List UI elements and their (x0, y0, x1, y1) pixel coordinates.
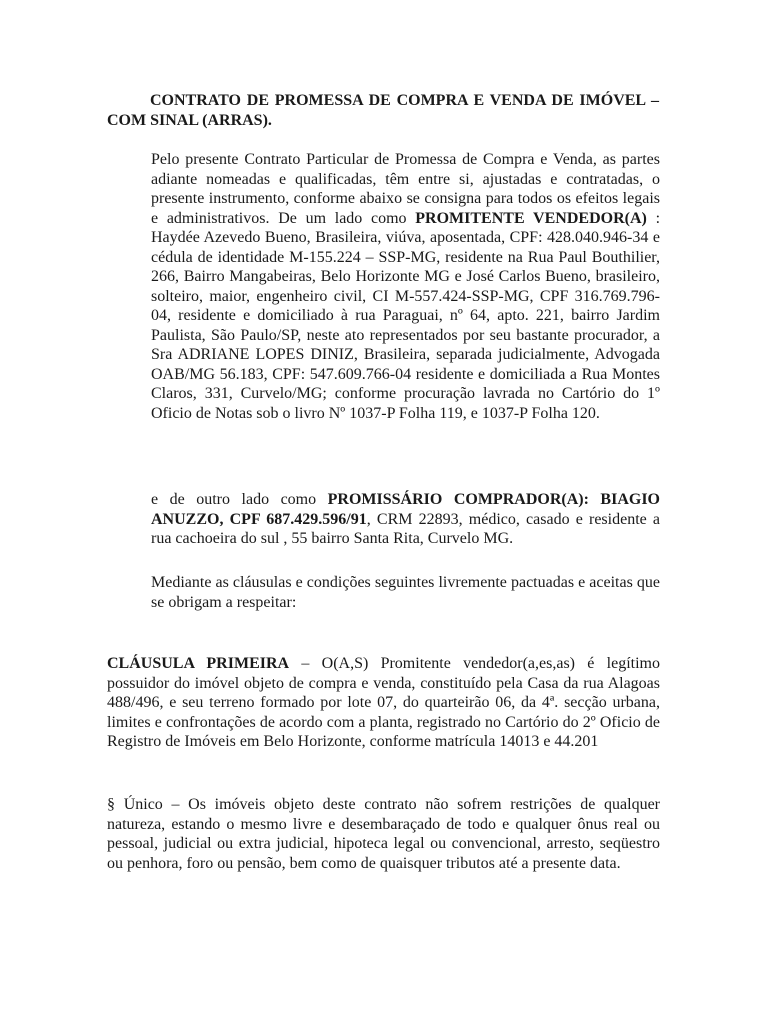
sole-paragraph: § Único – Os imóveis objeto deste contrato não sofrem restrições de qualquer natureza, estando o mesmo livre e desembaraçado de todo e qualquer ônus real ou pessoal, judicial ou extra judicial, hipoteca legal ou convencional, arresto, seqüestro ou penhora, foro ou pensão, bem como de quaisquer tributos até a presente data. (107, 796, 660, 872)
intro-paragraph (151, 150, 660, 423)
contract-title: CONTRATO DE PROMESSA DE COMPRA E VENDA DE IMÓVEL – COM SINAL (ARRAS). (107, 92, 659, 129)
clause-first-label: CLÁUSULA PRIMEIRA (107, 655, 290, 672)
clauses-intro-paragraph: Mediante as cláusulas e condições seguintes livremente pactuadas e aceitas que se obrigam a respeitar: (151, 574, 660, 611)
intro-text-1: Pelo presente Contrato Particular de Promessa de Compra e Venda, as partes adiante nomeadas e qualificadas, têm entre si, ajustadas e contratadas, o presente instrumento, conforme abaixo se consigna para todos os efeitos legais e administrativos. De um lado como (151, 151, 660, 227)
clause-first-text: – O(A,S) Promitente vendedor(a,es,as) é legítimo possuidor do imóvel objeto de compra e venda, constituído pela Casa da rua Alagoas 488/496, e seu terreno formado por lote 07, do quarteirão 06, da 4ª. secção urbana, limites e confrontações de acordo com a planta, registrado no Cartório do 2º Oficio de Registro de Imóveis em Belo Horizonte, conforme matrícula 14013 e 44.201 (107, 655, 661, 750)
buyer-label: PROMISSÁRIO COMPRADOR(A): BIAGIO ANUZZO, CPF 687.429.596/91 (151, 491, 660, 528)
buyer-text-2: , CRM 22893, médico, casado e residente a rua cachoeira do sul , 55 bairro Santa Rita, Curvelo MG. (151, 510, 661, 547)
buyer-paragraph (151, 490, 660, 549)
buyer-text-1: e de outro lado como (151, 491, 328, 508)
clause-first-paragraph (107, 654, 660, 752)
seller-label: PROMITENTE VENDEDOR(A) (415, 209, 647, 227)
intro-text-2: : Haydée Azevedo Bueno, Brasileira, viúva, aposentada, CPF: 428.040.946-34 e cédula de identidade M-155.224 – SSP-MG, residente na Rua Paul Bouthilier, 266, Bairro Mangabeiras, Belo Horizonte MG e José Carlos Bueno, brasileiro, solteiro, maior, engenheiro civil, CI M-557.424-SSP-MG, CPF 316.769.796-04, residente e domiciliado à rua Paraguai, nº 64, apto. 221, bairro Jardim Paulista, São Paulo/SP, neste ato representados por seu bastante procurador, a Sra ADRIANE LOPES DINIZ, Brasileira, separada judicialmente, Advogada OAB/MG 56.183, CPF: 547.609.766-04 residente e domiciliada a Rua Montes Claros, 331, Curvelo/MG; conforme procuração lavrada no Cartório do 1º Oficio de Notas sob o livro Nº 1037-P Folha 119, e 1037-P Folha 120. (151, 209, 661, 422)
